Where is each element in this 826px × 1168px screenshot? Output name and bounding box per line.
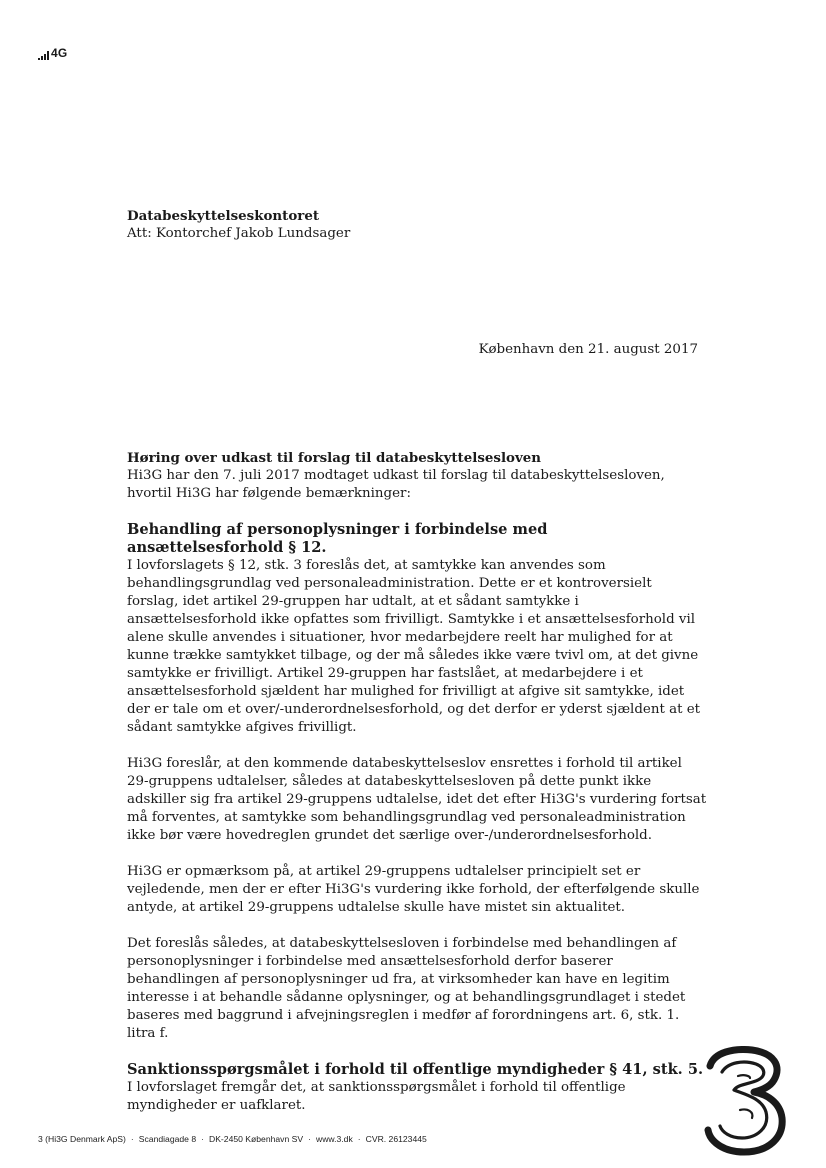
paragraph: Hi3G har den 7. juli 2017 modtaget udkast til forslag til databeskyttelsesloven, hvortil Hi3G har følgende bemærkninger:: [127, 468, 665, 501]
letter-footer: 3 (Hi3G Denmark ApS) · Scandiagade 8 · DK-2450 København SV · www.3.dk · CVR. 26123445: [38, 1134, 427, 1144]
section-heading-hearing: Høring over udkast til forslag til databeskyttelsesloven: [127, 450, 541, 466]
footer-cvr: CVR. 26123445: [365, 1134, 427, 1144]
brand-4g-mark: [38, 46, 67, 60]
network-label: 4G: [51, 46, 68, 60]
footer-company: 3 (Hi3G Denmark ApS): [38, 1134, 126, 1144]
footer-website: www.3.dk: [315, 1134, 353, 1144]
paragraph: Det foreslås således, at databeskyttelsesloven i forbindelse med behandlingen af personoplysninger i forbindelse med ansættelsesforhold derfor baserer behandlingen af personoplysninger ud fra, at virksomheder kan have en legitim interesse i at behandle sådanne oplysninger, og at behandlingsgrundlaget i stedet baseres med baggrund i afvejningsreglen i medfør af forordningens art. 6, stk. 1. litra f.: [127, 936, 686, 1041]
footer-street: Scandiagade 8: [138, 1134, 197, 1144]
three-logo-icon: [704, 1046, 786, 1156]
date-line: København den 21. august 2017: [478, 342, 698, 357]
signal-bars-icon: [38, 51, 49, 60]
letter-body: [127, 449, 707, 1115]
section-heading-employment: Behandling af personoplysninger i forbindelse med ansættelsesforhold § 12.: [127, 521, 548, 556]
paragraph: Hi3G er opmærksom på, at artikel 29-gruppens udtalelser principielt set er vejledende, men der er efter Hi3G's vurdering ikke forhold, der efterfølgende skulle antyde, at artikel 29-gruppens udtalelse skulle have mistet sin aktualitet.: [127, 864, 700, 915]
section-heading-sanctions: Sanktionsspørgsmålet i forhold til offentlige myndigheder § 41, stk. 5.: [127, 1061, 704, 1078]
paragraph: I lovforslagets § 12, stk. 3 foreslås det, at samtykke kan anvendes som behandlingsgrundlag ved personaleadministration. Dette er et kontroversielt forslag, idet artikel 29-gruppen har udtalt, at et sådant samtykke i ansættelsesforhold ikke opfattes som frivilligt. Samtykke i et ansættelsesforhold vil alene skulle anvendes i situationer, hvor medarbejdere reelt har mulighed for at kunne trække samtykket tilbage, og der må således ikke være tvivl om, at det givne samtykke er frivilligt. Artikel 29-gruppen har fastslået, at medarbejdere i et ansættelsesforhold sjældent har mulighed for frivilligt at afgive sit samtykke, idet der er tale om et over/-underordnelsesforhold, og det derfor er yderst sjældent at et sådant samtykke afgives frivilligt.: [127, 558, 701, 735]
recipient-block: [127, 207, 350, 243]
paragraph: Hi3G foreslår, at den kommende databeskyttelseslov ensrettes i forhold til artikel 29-gruppens udtalelser, således at databeskyttelsesloven på dette punkt ikke adskiller sig fra artikel 29-gruppens udtalelse, idet det efter Hi3G's vurdering fortsat må forventes, at samtykke som behandlingsgrundlag ved personaleadministration ikke bør være hovedreglen grundet det særlige over-/underordnelsesforhold.: [127, 756, 707, 843]
paragraph: I lovforslaget fremgår det, at sanktionsspørgsmålet i forhold til offentlige myndigheder er uafklaret.: [127, 1080, 626, 1113]
footer-city: DK-2450 København SV: [208, 1134, 304, 1144]
recipient-organization: Databeskyttelseskontoret: [127, 208, 320, 224]
recipient-attention: Att: Kontorchef Jakob Lundsager: [127, 226, 351, 241]
